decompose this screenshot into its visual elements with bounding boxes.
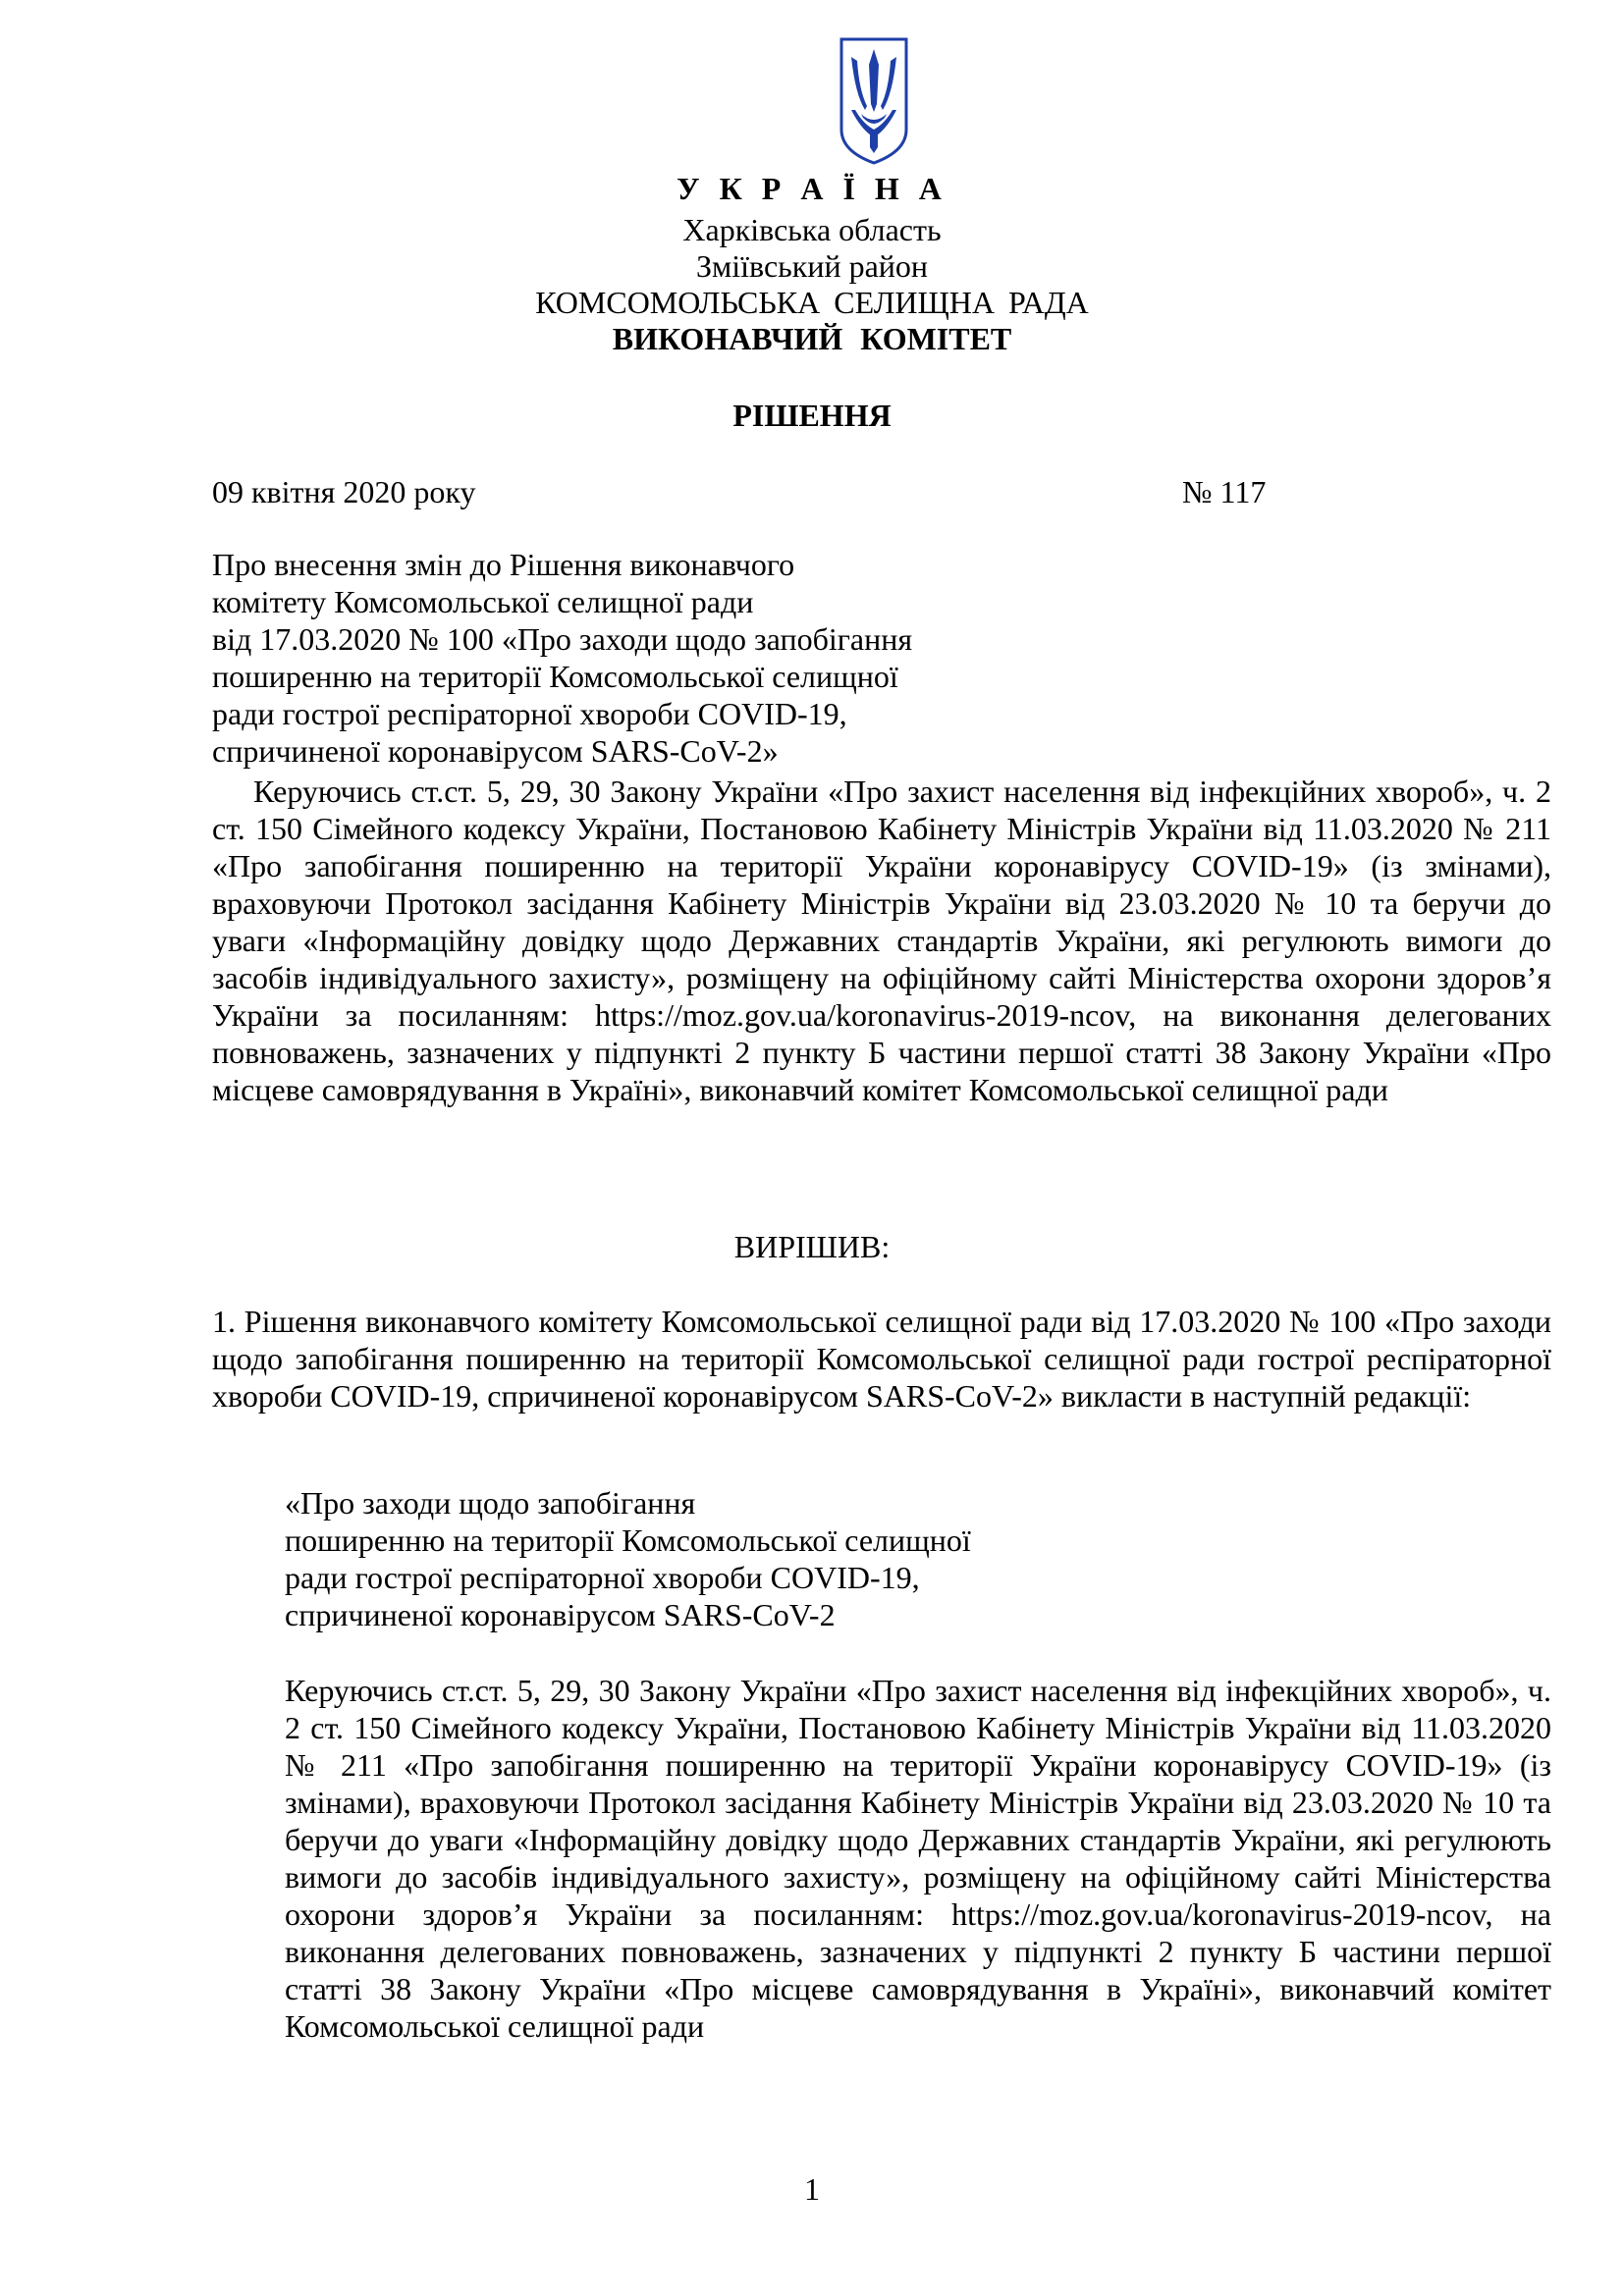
quoted-paragraph: Керуючись ст.ст. 5, 29, 30 Закону України «Про захист населення від інфекційних хвороб», ч. 2 ст. 150 Сімейного кодексу України, Постановою Кабінету Міністрів України від 11.03.2020 № 211 «Про запобігання поширенню на території України коронавірусу COVID-19» (із змінами), враховуючи Протокол засідання Кабінету Міністрів України від 23.03.2020 № 10 та беручи до уваги «Інформаційну довідку щодо Державних стандартів України, які регулюють вимоги до засобів індивідуального захисту», розміщену на офіційному сайті Міністерства охорони здоров’я України за посиланням: https://moz.gov.ua/koronavirus-2019-ncov, на виконання делегованих повноважень, зазначених у підпункті 2 пункту Б частини першої статті 38 Закону України «Про місцеве самоврядування в Україні», виконавчий комітет Комсомольської селищної ради — [285, 1673, 1551, 2044]
quoted-title-line: спричиненої коронавірусом SARS-CoV-2 — [285, 1597, 836, 1632]
title-line: комітету Комсомольської селищної ради — [212, 584, 754, 619]
quoted-title-line: ради гострої респіраторної хвороби COVID-19, — [285, 1560, 920, 1595]
region-heading: Харківська область — [682, 212, 942, 247]
quoted-title-line: «Про заходи щодо запобігання — [285, 1485, 696, 1521]
district-heading: Зміївський район — [695, 248, 929, 284]
page-number: 1 — [804, 2171, 820, 2207]
country-heading: У К Р А Ї Н А — [677, 171, 947, 206]
document-type-heading: РІШЕННЯ — [732, 398, 892, 433]
coat-of-arms-icon — [838, 35, 910, 167]
council-heading: КОМСОМОЛЬСЬКА СЕЛИЩНА РАДА — [535, 285, 1089, 320]
title-line: спричиненої коронавірусом SARS-CoV-2» — [212, 733, 779, 769]
resolve-heading: ВИРІШИВ: — [733, 1229, 891, 1264]
resolution-item-1: 1. Рішення виконавчого комітету Комсомольської селищної ради від 17.03.2020 № 100 «Про заходи щодо запобігання поширенню на території Комсомольської селищної ради гострої респіраторної хвороби COVID-19, спричиненої коронавірусом SARS-CoV-2» викласти в наступній редакції: — [212, 1304, 1551, 1414]
document-date: 09 квітня 2020 року — [212, 474, 476, 509]
title-line: Про внесення змін до Рішення виконавчого — [212, 547, 795, 582]
title-line: ради гострої респіраторної хвороби COVID-19, — [212, 696, 847, 731]
committee-heading: ВИКОНАВЧИЙ КОМІТЕТ — [612, 321, 1012, 356]
document-title — [212, 546, 1096, 770]
document-number: № 117 — [1182, 474, 1267, 509]
quoted-title-line: поширенню на території Комсомольської селищної — [285, 1522, 971, 1558]
quoted-title — [285, 1484, 1168, 1633]
preamble-paragraph: Керуючись ст.ст. 5, 29, 30 Закону України «Про захист населення від інфекційних хвороб», ч. 2 ст. 150 Сімейного кодексу України, Постановою Кабінету Міністрів України від 11.03.2020 № 211 «Про запобігання поширенню на території України коронавірусу COVID-19» (із змінами), враховуючи Протокол засідання Кабінету Міністрів України від 23.03.2020 № 10 та беручи до уваги «Інформаційну довідку щодо Державних стандартів України, які регулюють вимоги до засобів індивідуального захисту», розміщену на офіційному сайті Міністерства охорони здоров’я України за посиланням: https://moz.gov.ua/koronavirus-2019-ncov, на виконання делегованих повноважень, зазначених у підпункті 2 пункту Б частини першої статті 38 Закону України «Про місцеве самоврядування в Україні», виконавчий комітет Комсомольської селищної ради — [212, 774, 1551, 1107]
title-line: від 17.03.2020 № 100 «Про заходи щодо запобігання — [212, 621, 913, 657]
title-line: поширенню на території Комсомольської селищної — [212, 659, 898, 694]
